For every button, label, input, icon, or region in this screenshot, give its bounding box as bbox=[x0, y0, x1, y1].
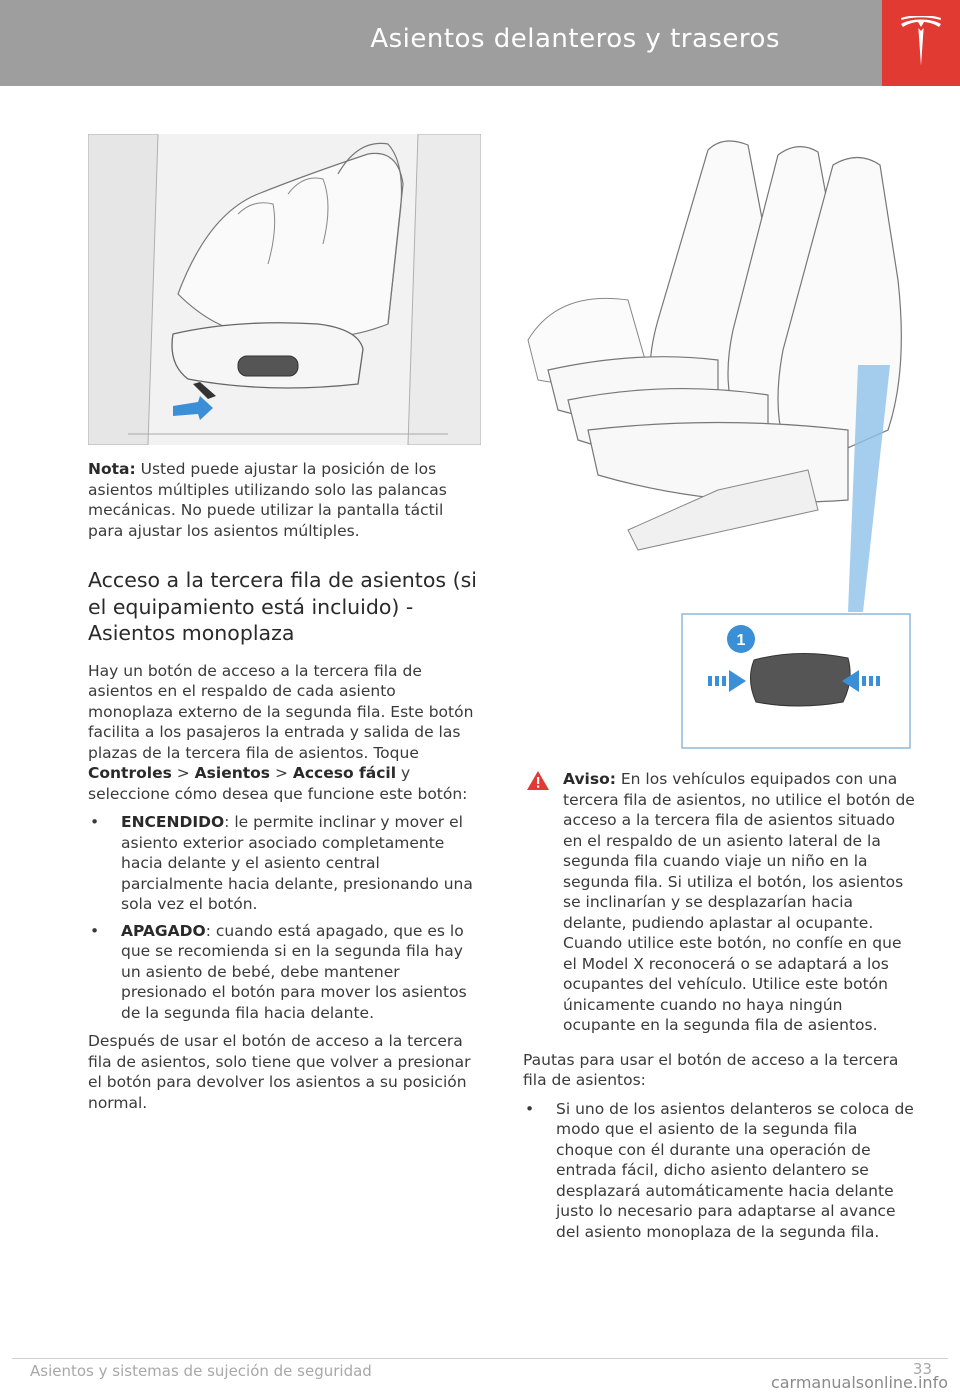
warning-block bbox=[523, 769, 918, 1036]
brand-logo bbox=[882, 0, 960, 86]
menu-separator: > bbox=[171, 764, 195, 782]
guidelines-list bbox=[523, 1099, 918, 1243]
watermark-link[interactable]: carmanualsonline.info bbox=[770, 1373, 948, 1392]
warning-triangle-icon bbox=[527, 771, 549, 790]
intro-text: Hay un botón de acceso a la tercera fila de asientos en el respaldo de cada asiento monoplaza externo de la segunda fila. Este botón facilita a los pasajeros la entrada y salida de las plazas de la tercera fila de asientos. Toque bbox=[88, 661, 474, 762]
warning-label: Aviso: bbox=[563, 770, 616, 788]
intro-paragraph bbox=[88, 661, 483, 805]
warning-paragraph bbox=[563, 769, 918, 1036]
guidelines-intro: Pautas para usar el botón de acceso a la tercera fila de asientos: bbox=[523, 1050, 899, 1089]
menu-path-acceso-facil: Acceso fácil bbox=[292, 764, 397, 782]
note-label: Nota: bbox=[88, 460, 136, 478]
option-label-on: ENCENDIDO bbox=[121, 813, 225, 831]
menu-path-controles: Controles bbox=[88, 764, 172, 782]
page-number: 33 bbox=[912, 1360, 932, 1378]
note-paragraph bbox=[88, 459, 483, 541]
footer-section: Asientos y sistemas de sujeción de seguridad bbox=[30, 1362, 372, 1380]
section-heading: Acceso a la tercera fila de asientos (si el equipamiento está incluido) - Asientos monoplaza bbox=[88, 568, 477, 645]
option-text-on: : le permite inclinar y mover el asiento exterior asociado completamente hacia delante y el asiento central parcialmente hacia delante, presionando una sola vez el botón. bbox=[121, 813, 473, 913]
warning-text: En los vehículos equipados con una tercera fila de asientos, no utilice el botón de acceso a la tercera fila de asientos situado en el respaldo de un asiento lateral de la segunda fila cuando viaje un niño en la segunda fila. Si utiliza el botón, los asientos se inclinarían y se desplazarían hacia delante, pudiendo aplastar al ocupante. Cuando utilice este botón, no confíe en que el Model X reconocerá o se adaptará a los ocupantes del vehículo. Utilice este botón únicamente cuando no haya ningún ocupante en la segunda fila de asientos. bbox=[563, 770, 915, 1034]
option-label-off: APAGADO bbox=[121, 921, 206, 940]
closing-paragraph: Después de usar el botón de acceso a la tercera fila de asientos, solo tiene que volver a presionar el botón para devolver los asientos a su posición normal. bbox=[88, 1032, 471, 1112]
left-column bbox=[88, 459, 483, 1113]
menu-separator: > bbox=[270, 764, 293, 782]
third-row-access-button-illustration bbox=[518, 130, 918, 752]
list-item: • Si uno de los asientos delanteros se coloca de modo que el asiento de la segunda fila choque con él durante una operación de entrada fácil, dicho asiento delantero se desplazará automáticamente hacia delante justo lo necesario para adaptarse al avance del asiento monoplaza de la segunda fila. bbox=[523, 1099, 918, 1243]
option-list bbox=[88, 812, 483, 1023]
footer-divider bbox=[12, 1358, 948, 1359]
intro-text-end: y seleccione cómo desea que funcione este botón: bbox=[88, 764, 468, 803]
callout-number: 1 bbox=[736, 632, 746, 649]
seat-lever-illustration bbox=[88, 134, 481, 445]
right-column bbox=[523, 769, 918, 1248]
option-text-off: : cuando está apagado, que es lo que se recomienda si en la segunda fila hay un asiento de bebé, debe mantener presionado el botón para mover los asientos de la segunda fila hacia delante. bbox=[121, 921, 467, 1022]
page-header bbox=[0, 0, 882, 86]
list-item bbox=[88, 921, 483, 1024]
tesla-logo-icon bbox=[899, 16, 943, 68]
note-text: Usted puede ajustar la posición de los asientos múltiples utilizando solo las palancas mecánicas. No puede utilizar la pantalla táctil para ajustar los asientos múltiples. bbox=[88, 460, 447, 540]
page-title: Asientos delanteros y traseros bbox=[370, 24, 780, 54]
list-item bbox=[88, 812, 483, 915]
menu-path-asientos: Asientos bbox=[194, 764, 271, 782]
